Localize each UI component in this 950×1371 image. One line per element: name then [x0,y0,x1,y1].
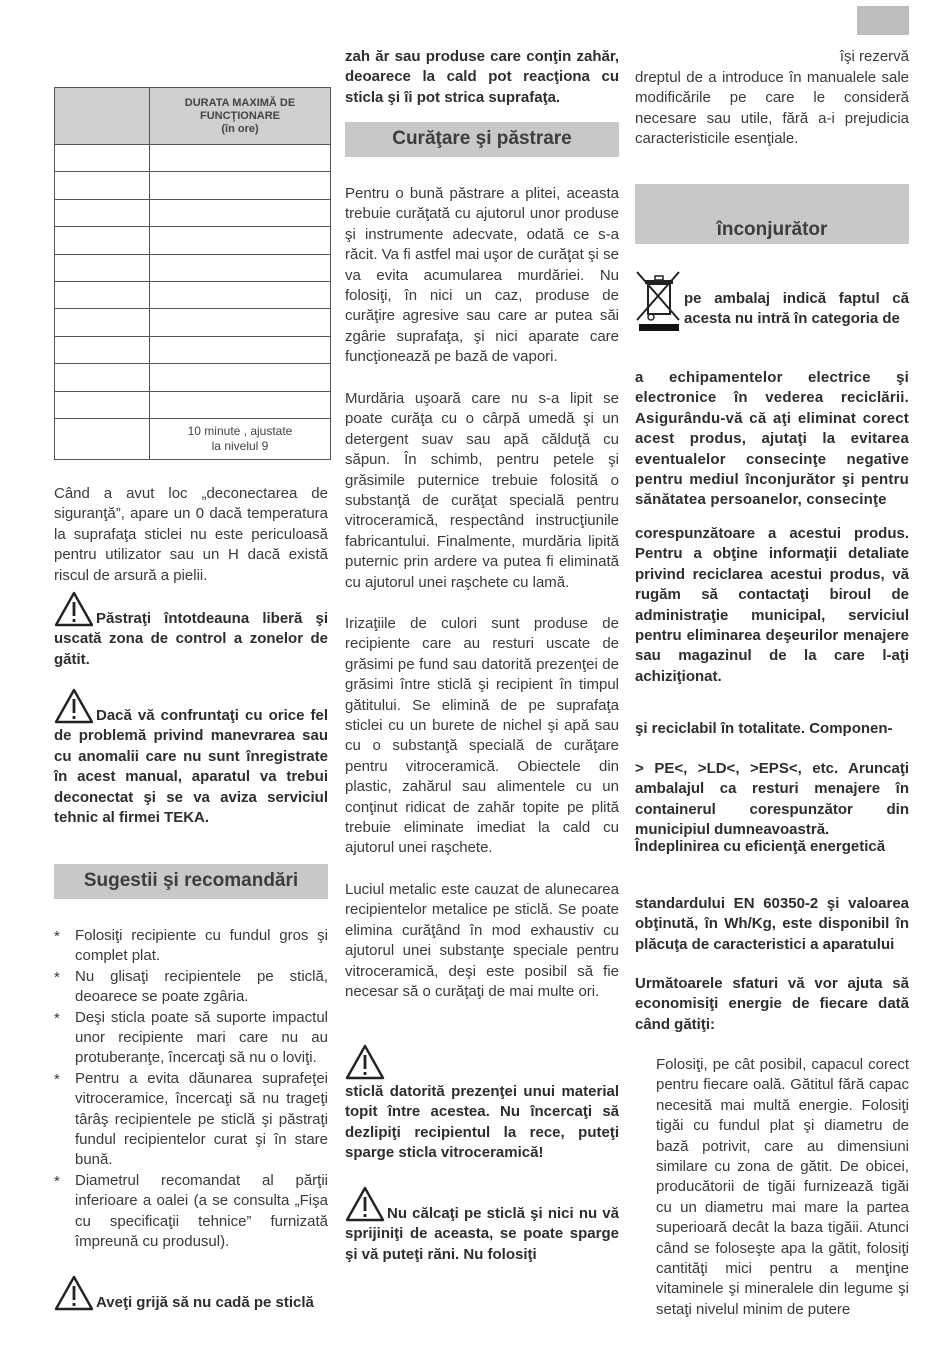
weee-crossed-bin-icon [635,270,683,334]
energy-standard-text: standardului EN 60350-2 şi valoarea obţinută, în Wh/Kg, este disponibil în plăcuţa de caracteristici a aparatului [635,895,909,953]
cleaning-paragraph-2: Murdăria uşoară care nu s-a lipit se poate curăţa cu o cârpă umedă şi un detergent suav sau apă călduţă cu săpun. În schimb, pentru petele şi grăsimile puternice trebuie folosită o substanţă de curăţat specială pentru vitroceramică, respectând instrucţiunile fabricantului. Finalmente, murdăria lipită puternic prin ardere va putea fi eliminată cu ajutorul unei raşchete cu lamă. [345,390,619,591]
table-cell-last: 10 minute , ajustate la nivelul 9 [150,418,331,459]
warning-icon [54,688,94,724]
rights-text: dreptul de a introduce în manualele sale modificările pe care le consideră necesare sau utile, fără a-i prejudicia caracteristicile esenţiale. [635,69,909,148]
list-item: * Nu glisaţi recipientele pe sticlă, deoarece se poate zgâria. [54,967,328,1008]
table-row [55,254,331,281]
cleaning-paragraph-4: Luciul metalic este cauzat de alunecarea recipientelor metalice pe sticlă. Se poate elimina curăţând în mod exhaustiv cu ajutorul unei substanţe speciale pentru vitroceramică, deşi este posibil să fie necesar să o curăţaţi de mai multe ori. [345,881,619,1001]
cleaning-paragraph-1: Pentru o bună păstrare a plitei, aceasta trebuie curăţată cu ajutorul unor produse şi instrumente adecvate, odată ce s-a răcit. Va fi astfel mai uşor de curăţat şi se va evita acumularea murdăriei. Nu folosiţi, în nici un caz, produse de curăţire agresive sau care ar putea săi zgârie suprafaţa, şi nici aparate care funcţionează pe bază de vapori. [345,185,619,366]
recycling-text-2: corespunzătoare a acestui produs. Pentru a obţine informaţii detaliate privind reciclarea acestui produs, vă rugăm să contactaţi biroul de administraţie municipal, serviciul pentru eliminarea deşeurilor menajere sau magazinul de la care l-aţi achiziţionat. [635,525,909,685]
table-row [55,309,331,336]
energy-tips-intro: Următoarele sfaturi vă vor ajuta să economisiţi energie de fiecare dată când gătiţi: [635,975,909,1033]
energy-efficiency-title: Îndeplinirea cu eficienţă energetică [635,838,886,855]
warning-icon [54,591,94,627]
table-row [55,145,331,172]
warning-icon [345,1044,385,1080]
table-row [55,227,331,254]
warning-icon [54,1275,94,1311]
page-tab [857,6,909,35]
warning-contact-service: Dacă vă confruntaţi cu orice fel de problemă privind manevrarea sau cu anomalii care nu sunt înregistrate în acest manual, aparatul va trebui deconectat şi se va aviza serviciul tehnic al firmei TEKA. [54,688,328,828]
packaging-text-1: şi reciclabil în totalitate. Componen- [635,720,893,737]
warning-do-not-step: Nu călcaţi pe sticlă şi nici nu vă sprijiniţi de aceasta, se poate sparge şi vă puteţi răni. Nu folosiţi [345,1186,619,1265]
recycling-text-1: a echipamentelor electrice şi electronice în vederea reciclării. Asigurându-vă că aţi eliminat corect acest produs, ajutaţi la evitarea eventualelor consecinţe negative pentru mediul înconjurător şi pentru sănătatea persoanelor, consecinţe [635,369,909,509]
table-row [55,199,331,226]
sugar-warning-text: zah ăr sau produse care conţin zahăr, deoarece la cald pot reacţiona cu sticla şi îi pot strica suprafaţa. [345,48,619,106]
heading-suggestions: Sugestii şi recomandări [54,864,328,899]
rights-text-start: îşi rezervă [839,48,909,65]
energy-tips-text: Folosiţi, pe cât posibil, capacul corect pentru fiecare oală. Gătitul fără capac necesită mai multă energie. Folosiţi tigăi cu fundul plat şi diametru de bază potrivit, care au dimensiuni similare cu zona de gătit. De obicei, producătorii de tigăi furnizează tigăi cu un diametru mai mare la partea superioară decât la baza tigăii. Atunci când se foloseşte apa la gătit, folosiţi cantităţi mici pentru a menţine vitaminele şi mineralele din legume şi setaţi nivelul minim de putere [656,1056,909,1318]
weee-text: pe ambalaj indică faptul că acesta nu intră în categoria de [684,290,909,328]
safety-disconnect-text: Când a avut loc „deconectarea de siguranţă”, apare un 0 dacă temperatura la suprafaţa sticlei nu este periculoasă pentru utilizator sau un H dacă există riscul de arsură a pielii. [54,485,328,584]
table-header-duration: DURATA MAXIMĂ DE FUNCŢIONARE (în ore) [150,88,331,145]
heading-cleaning: Curăţare şi păstrare [345,122,619,157]
warning-icon [345,1186,385,1222]
list-item: * Folosiţi recipiente cu fundul gros şi complet plat. [54,926,328,967]
warning-falling: Aveţi grijă să nu cadă pe sticlă [54,1275,334,1313]
duration-table [54,87,331,460]
list-item: * Pentru a evita dăunarea suprafeţei vitroceramice, încercaţi să nu trageţi târâş recipientele pe sticlă şi păstraţi fundul recipientelor curat şi în stare bună. [54,1069,328,1171]
table-row [55,172,331,199]
packaging-text-2: > PE<, >LD<, >EPS<, etc. Aruncaţi ambalajul ca resturi menajere în containerul corespunzător din municipiul dumneavoastră. [635,760,909,839]
table-row [55,336,331,363]
table-row [55,364,331,391]
list-item: * Diametrul recomandat al părţii inferioare a oalei (a se consulta „Fişa cu specificaţii tehnice” furnizată împreună cu produsul). [54,1171,328,1253]
table-row [55,418,331,459]
recommendations-list [54,926,328,1253]
table-header-empty [55,88,150,145]
heading-environment: înconjurător [635,184,909,244]
table-row [55,281,331,308]
cleaning-paragraph-3: Irizaţiile de culori sunt produse de recipiente care au resturi uscate de grăsimi pe fund sau datorită prezenţei de grăsimi între sticlă şi recipient în timpul gătitului. Se elimină de pe suprafaţa sticlei cu un burete de nichel şi apă sau cu o substanţă specială de curăţare pentru vitroceramică. Obiectele din plastic, zahărul sau alimentele cu un conţinut ridicat de zahăr topite pe plită trebuie eliminate imediat la cald cu ajutorul unei raşchete. [345,615,619,857]
warning-melted-material: sticlă datorită prezenţei unui material topit între acestea. Nu încercaţi să dezlipiţi recipientul la rece, puteţi sparge sticla vitroceramică! [345,1083,619,1162]
list-item: * Deşi sticla poate să suporte impactul unor recipiente mari care nu au protuberanţe, încercaţi să nu o loviţi. [54,1008,328,1069]
warning-keep-dry: Păstraţi întotdeauna liberă şi uscată zona de control a zonelor de gătit. [54,591,328,670]
table-row [55,391,331,418]
